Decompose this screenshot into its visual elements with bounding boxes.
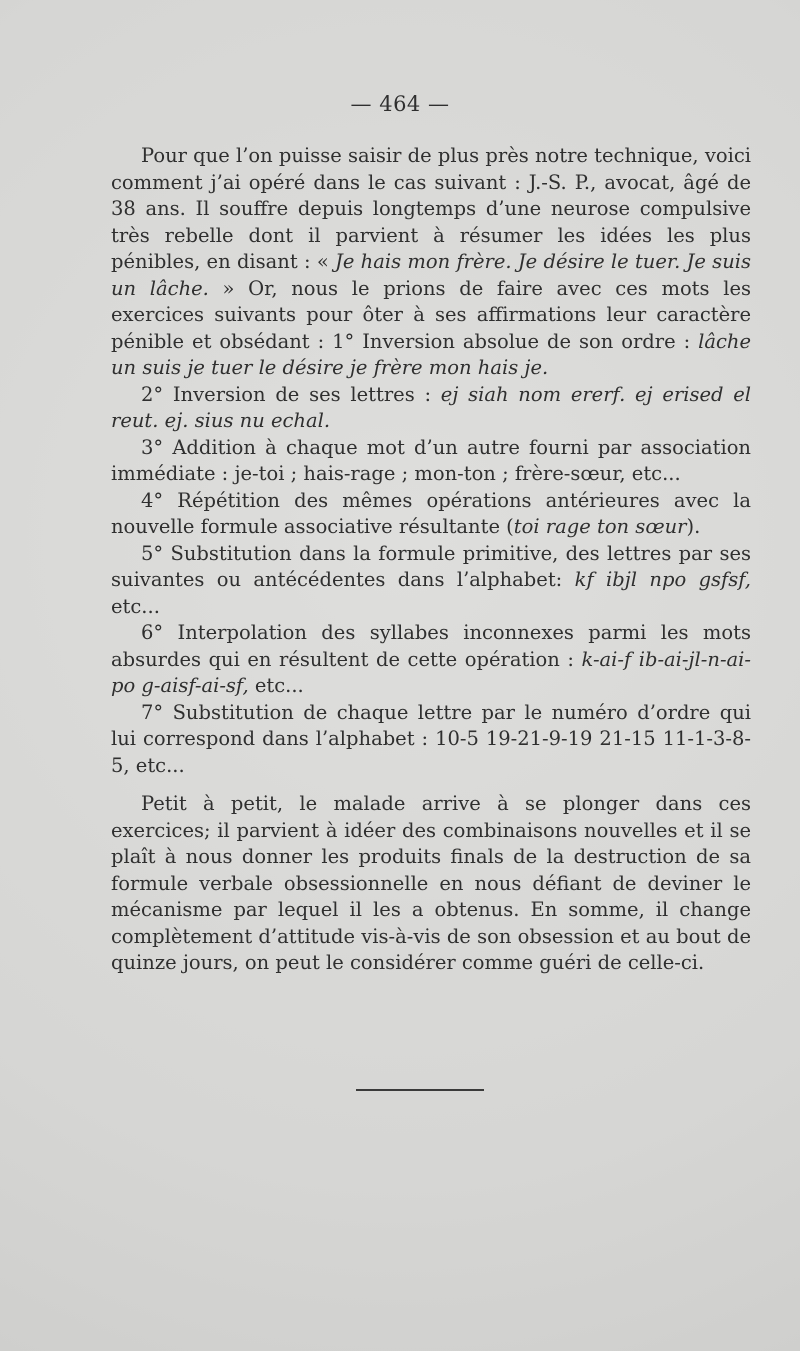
paragraph-intro: [111, 143, 751, 382]
text-span: 7° Substitution de chaque lettre par le numéro d’ordre qui lui correspond dans l’alphabet : 10-5 19-21-9-19 21-15 11-1-3-8-5, etc...: [111, 700, 751, 777]
paragraph-step-4: [111, 488, 751, 541]
text-span: etc...: [248, 674, 304, 697]
paragraph-conclusion: [111, 791, 751, 977]
italic-text-span: Je hais mon frère. Je désire le tuer. Je suis un lâche.: [111, 250, 751, 300]
paragraph-step-7: [111, 700, 751, 780]
text-span: 2° Inversion de ses lettres :: [141, 382, 441, 406]
italic-text-span: k-ai-f ib-ai-jl-n-ai-po g-aisf-ai-sf,: [111, 647, 751, 697]
text-span: 4° Répétition des mêmes opérations antérieures avec la nouvelle formule associative résultante (: [111, 488, 751, 538]
text-span: etc...: [111, 594, 160, 618]
italic-text-span: kf ibjl npo gsfsf,: [574, 568, 751, 591]
text-span: ).: [686, 515, 701, 538]
section-divider: [356, 1089, 484, 1091]
text-span: Pour que l’on puisse saisir de plus près notre technique, voici comment j’ai opéré dans le cas suivant : J.-S. P., avocat, âgé de 38 ans. Il souffre depuis longtemps d’une neurose compulsive très rebelle dont il parvient à résumer les idées les plus pénibles, en disant : «: [111, 144, 751, 273]
page-number: — 464 —: [350, 92, 450, 116]
text-span: Petit à petit, le malade arrive à se plonger dans ces exercices; il parvient à idéer des combinaisons nouvelles et il se plaît à nous donner les produits finals de la destruction de sa formule verbale obsessionnelle en nous défiant de deviner le mécanisme par lequel il les a obtenus. En somme, il change complètement d’attitude vis-à-vis de son obsession et au bout de quinze jours, on peut le considérer comme guéri de celle-ci.: [111, 792, 751, 974]
italic-text-span: toi rage ton sœur: [513, 515, 687, 538]
text-span: » Or, nous le prions de faire avec ces mots les exercices suivants pour ôter à ses affirmations leur caractère pénible et obsédant : 1° Inversion absolue de son ordre :: [111, 276, 751, 353]
text-span: 5° Substitution dans la formule primitive, des lettres par ses suivantes ou antécédentes dans l’alphabet:: [111, 541, 751, 591]
text-span: 6° Interpolation des syllabes inconnexes parmi les mots absurdes qui en résultent de cette opération :: [111, 621, 751, 671]
italic-text-span: ej siah nom ererf. ej erised el reut. ej. sius nu echal.: [111, 382, 751, 432]
paragraph-step-6: [111, 620, 751, 700]
paragraph-step-5: [111, 541, 751, 621]
text-span: 3° Addition à chaque mot d’un autre fourni par association immédiate : je-toi ; hais-rage ; mon-ton ; frère-sœur, etc...: [111, 435, 751, 485]
paragraph-step-3: [111, 435, 751, 488]
body-text: [111, 143, 751, 977]
italic-text-span: lâche un suis je tuer le désire je frère mon hais je.: [111, 329, 751, 379]
paragraph-step-2: [111, 382, 751, 435]
